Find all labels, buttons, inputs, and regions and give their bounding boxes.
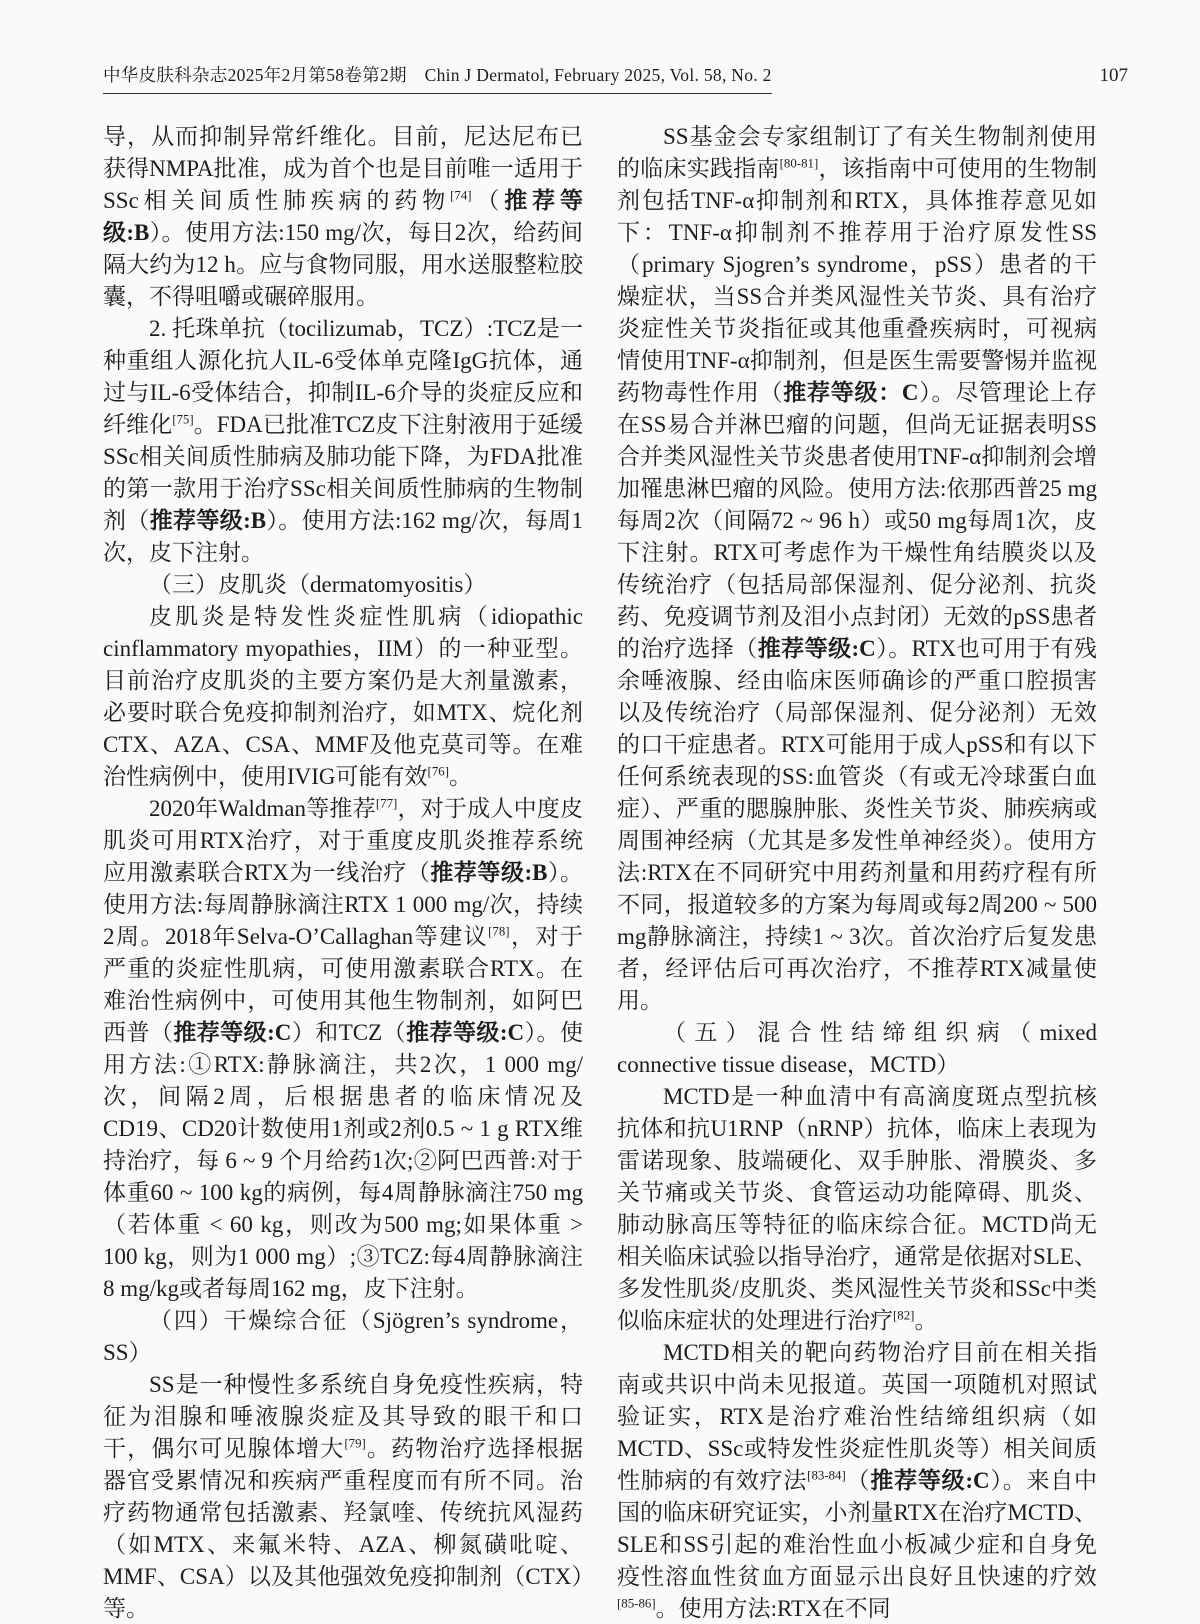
text-run: ，对于严重的炎症性肌病，可使用激素联合RTX。在难治性病例中，可使用其他生物制剂，如阿巴西普（	[103, 924, 584, 1045]
text-run: ）。使用方法:150 mg/次，每日2次，给药间隔大约为12 h。应与食物同服，用水送服整粒胶囊，不得咀嚼或碾碎服用。	[103, 220, 584, 309]
text-run: MCTD相关的靶向药物治疗目前在相关指南或共识中尚未见报道。英国一项随机对照试验证实，RTX是治疗难治性结缔组织病（如MCTD、SSc或特发性炎症性肌炎等）相关间质性肺病的有效疗法	[617, 1340, 1097, 1493]
text-run: （	[471, 188, 505, 213]
paragraph	[617, 1081, 1097, 1337]
paragraph	[617, 1017, 1097, 1081]
text-run: 。	[914, 1308, 938, 1333]
text-run: ）。RTX也可用于有残余唾液腺、经由临床医师确诊的严重口腔损害以及传统治疗（局部保湿剂、促分泌剂）无效的口干症患者。RTX可能用于成人pSS和有以下任何系统表现的SS:血管炎（有或无冷球蛋白血症）、严重的腮腺肿胀、炎性关节炎、肺疾病或周围神经病（尤其是多发性单神经炎）。使用方法:RTX在不同研究中用药剂量和用药疗程有所不同，报道较多的方案为每周或每2周200 ~ 500 mg静脉滴注，持续1 ~ 3次。首次治疗后复发患者，经评估后可再次治疗，不推荐RTX减量使用。	[617, 636, 1098, 1013]
text-run: （五）混合性结缔组织病（mixed connective tissue disease，MCTD）	[617, 1020, 1097, 1077]
text-run: （三）皮肌炎（dermatomyositis）	[149, 572, 487, 597]
text-run: ，该指南中可使用的生物制剂包括TNF-α抑制剂和RTX，具体推荐意见如下：TNF-α抑制剂不推荐用于治疗原发性SS（primary Sjogren’s syndrome，pSS）患者的干燥症状，当SS合并类风湿性关节炎、具有治疗炎症性关节炎指征或其他重叠疾病时，可视病情使用TNF-α抑制剂，但是医生需要警惕并监视药物毒性作用（	[617, 156, 1098, 405]
paragraph	[103, 121, 583, 313]
citation-ref: [76]	[427, 764, 449, 779]
text-run: MCTD是一种血清中有高滴度斑点型抗核抗体和抗U1RNP（nRNP）抗体，临床上表现为雷诺现象、肢端硬化、双手肿胀、滑膜炎、多关节痛或关节炎、食管运动功能障碍、肌炎、肺动脉高压等特征的临床综合征。MCTD尚无相关临床试验以指导治疗，通常是依据对SLE、多发性肌炎/皮肌炎、类风湿性关节炎和SSc中类似临床症状的处理进行治疗	[617, 1084, 1097, 1333]
paragraph	[103, 313, 583, 569]
text-run: ）。使用方法:①RTX:静脉滴注，共2次，1 000 mg/次，间隔2周，后根据患者的临床情况及CD19、CD20计数使用1剂或2剂0.5 ~ 1 g RTX维持治疗，每 6 ~ 9 个月给药1次;②阿巴西普:对于体重60 ~ 100 kg的病例，每4周静脉滴注750 mg（若体重 < 60 kg，则改为500 mg;如果体重 > 100 kg，则为1 000 mg）;③TCZ:每4周静脉滴注8 mg/kg或者每周162 mg，皮下注射。	[103, 1020, 583, 1301]
text-run: 导，从而抑制异常纤维化。目前，尼达尼布已获得NMPA批准，成为首个也是目前唯一适用于SSc相关间质性肺疾病的药物	[103, 124, 583, 213]
paragraph	[103, 1305, 583, 1369]
text-run: ）。 使用方法:每周静脉滴注RTX 1 000 mg/次，持续2周。2018年Selva-O’Callaghan等建议	[103, 860, 584, 949]
paragraph	[103, 793, 583, 1305]
text-run: ，对于成人中度皮肌炎可用RTX治疗，对于重度皮肌炎推荐系统应用激素联合RTX为一线治疗（	[103, 796, 583, 885]
recommendation-grade: 推荐等级:B	[103, 188, 583, 245]
text-run: SS基金会专家组制订了有关生物制剂使用的临床实践指南	[617, 124, 1097, 181]
recommendation-grade: 推荐等级:B	[430, 860, 548, 885]
page-header	[103, 62, 1128, 94]
recommendation-grade: 推荐等级:B	[149, 508, 267, 533]
citation-ref: [74]	[450, 188, 472, 203]
text-run: 2020年Waldman等推荐	[149, 796, 376, 821]
text-run: （	[845, 1468, 871, 1493]
text-run: （四）干燥综合征（Sjögren’s syndrome，SS）	[103, 1308, 583, 1365]
text-run: 2. 托珠单抗（tocilizumab，TCZ）:TCZ是一种重组人源化抗人IL-6受体单克隆IgG抗体，通过与IL-6受体结合，抑制IL-6介导的炎症反应和纤维化	[103, 316, 583, 437]
citation-ref: [77]	[375, 796, 398, 811]
citation-ref: [75]	[172, 412, 194, 427]
text-run: 。FDA已批准TCZ皮下注射液用于延缓SSc相关间质性肺病及肺功能下降，为FDA批准的第一款用于治疗SSc相关间质性肺病的生物制剂（	[103, 412, 584, 533]
recommendation-grade: 推荐等级:C	[173, 1020, 292, 1045]
citation-ref: [82]	[893, 1308, 915, 1323]
paragraph	[617, 121, 1097, 1017]
citation-ref: [83-84]	[807, 1468, 846, 1483]
text-run: ）。来自中国的临床研究证实，小剂量RTX在治疗MCTD、SLE和SS引起的难治性血小板减少症和自身免疫性溶血性贫血方面显示出良好且快速的疗效	[617, 1468, 1098, 1589]
text-run: ）。尽管理论上存在SS易合并淋巴瘤的问题，但尚无证据表明SS合并类风湿性关节炎患者使用TNF-α抑制剂会增加罹患淋巴瘤的风险。使用方法:依那西普25 mg每周2次（间隔72 ~ 96 h）或50 mg每周1次，皮下注射。RTX可考虑作为干燥性角结膜炎以及传统治疗（包括局部保湿剂、促分泌剂、抗炎药、免疫调节剂及泪小点封闭）无效的pSS患者的治疗选择（	[617, 380, 1098, 661]
recommendation-grade: 推荐等级:C	[406, 1020, 525, 1045]
citation-ref: [78]	[488, 924, 510, 939]
citation-ref: [80-81]	[779, 156, 819, 171]
citation-ref: [85-86]	[617, 1596, 656, 1611]
recommendation-grade: 推荐等级：C	[783, 380, 919, 405]
text-run: 皮肌炎是特发性炎症性肌病（idiopathic cinflammatory myopathies，IIM）的一种亚型。目前治疗皮肌炎的主要方案仍是大剂量激素，必要时联合免疫抑制剂治疗，如MTX、烷化剂CTX、AZA、CSA、MMF及他克莫司等。在难治性病例中，使用IVIG可能有效	[103, 604, 583, 789]
recommendation-grade: 推荐等级:C	[757, 636, 876, 661]
text-run: ）。使用方法:162 mg/次，每周1次，皮下注射。	[103, 508, 584, 565]
text-run: SS是一种慢性多系统自身免疫性疾病，特征为泪腺和唾液腺炎症及其导致的眼干和口干，偶尔可见腺体增大	[103, 1372, 583, 1461]
article-body	[103, 121, 1097, 1624]
paragraph	[103, 1369, 583, 1624]
citation-ref: [79]	[344, 1436, 366, 1451]
right-column	[617, 121, 1097, 1624]
journal-title-line: 中华皮肤科杂志2025年2月第58卷第2期 Chin J Dermatol, February 2025, Vol. 58, No. 2	[103, 62, 772, 94]
text-run: ）和TCZ（	[291, 1020, 407, 1045]
recommendation-grade: 推荐等级:C	[870, 1468, 990, 1493]
paragraph	[103, 601, 583, 793]
page-number: 107	[1099, 65, 1128, 86]
text-run: 。使用方法:RTX在不同	[655, 1596, 891, 1621]
paragraph	[617, 1337, 1097, 1624]
paragraph	[103, 569, 583, 601]
text-run: 。药物治疗选择根据器官受累情况和疾病严重程度而有所不同。治疗药物通常包括激素、羟氯喹、传统抗风湿药（如MTX、来氟米特、AZA、柳氮磺吡啶、MMF、CSA）以及其他强效免疫抑制剂（CTX）等。	[103, 1436, 584, 1621]
text-run: 。	[449, 764, 472, 789]
left-column	[103, 121, 583, 1624]
